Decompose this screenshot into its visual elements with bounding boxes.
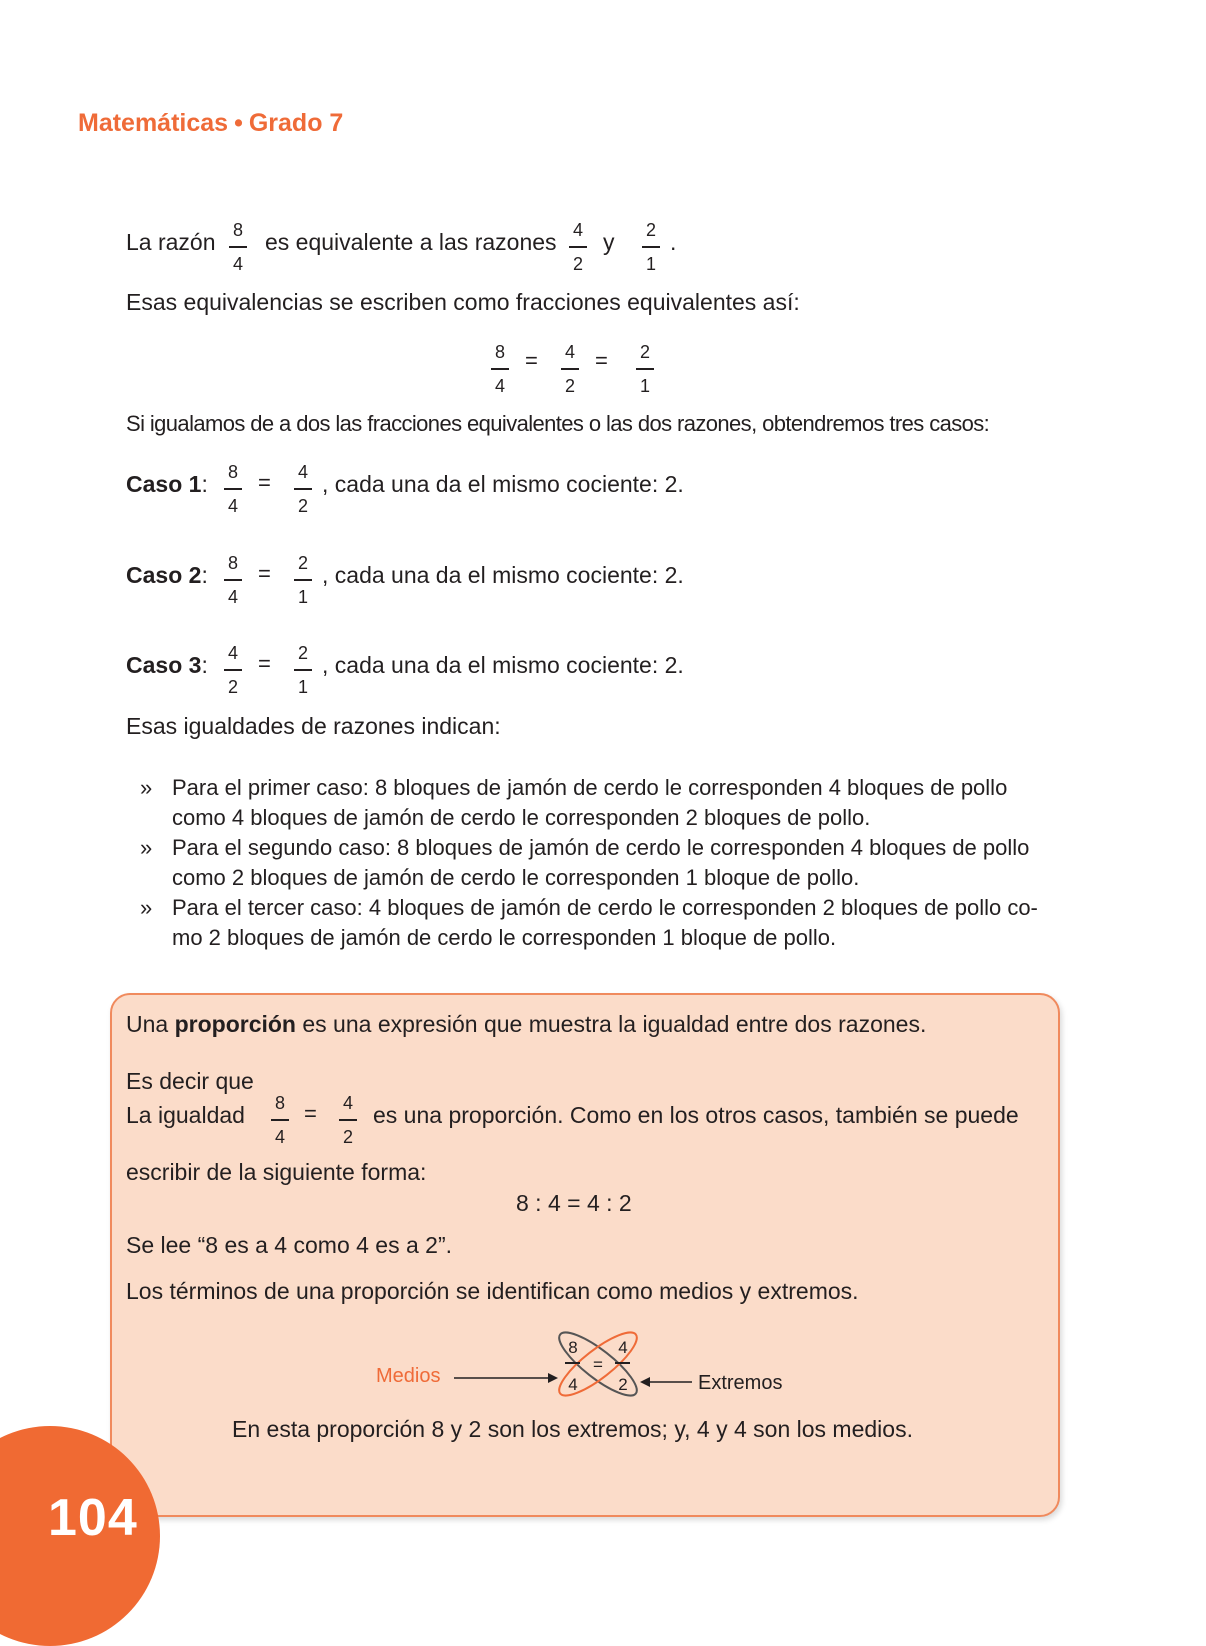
page-header: [78, 109, 343, 138]
intro-period: .: [670, 229, 677, 255]
case-1-text: , cada una da el mismo cociente: 2.: [322, 471, 684, 497]
conclusion-text: En esta proporción 8 y 2 son los extremos; y, 4 y 4 son los medios.: [232, 1416, 913, 1442]
equals-sign: =: [595, 348, 608, 373]
colon-form: 8 : 4 = 4 : 2: [516, 1190, 632, 1216]
igualdad-text: La igualdad: [126, 1102, 245, 1128]
diagram-equals: =: [593, 1355, 603, 1374]
diagram-top-right: 4: [618, 1338, 628, 1357]
eq-fraction-3: 2 1: [628, 342, 662, 396]
header-separator: •: [234, 109, 243, 137]
case-2-fraction-a: 8 4: [216, 553, 250, 607]
eq-fraction-1: 8 4: [483, 342, 517, 396]
intro-text-y: y: [603, 229, 615, 255]
intro-line-3: Si igualamos de a dos las fracciones equivalentes o las dos razones, obtendremos tres casos:: [126, 411, 990, 436]
case-3-fraction-b: 2 1: [286, 643, 320, 697]
header-grade: Grado 7: [248, 109, 344, 137]
box-fraction-a: 8 4: [263, 1093, 297, 1147]
case-3-label: Caso 3:: [126, 652, 208, 678]
case-3-text: , cada una da el mismo cociente: 2.: [322, 652, 684, 678]
list-item: » Para el segundo caso: 8 bloques de jamón de cerdo le corresponden 4 bloques de pollo como 2 bloques de jamón de cerdo le corresponden 1 bloque de pollo.: [140, 835, 1030, 890]
igualdad-rest-text: es una proporción. Como en los otros casos, también se puede: [373, 1102, 1019, 1128]
diagram-top-left: 8: [568, 1338, 578, 1357]
diagram-bottom-left: 4: [568, 1375, 578, 1394]
equals-sign: =: [258, 651, 271, 676]
case-1-fraction-b: 4 2: [286, 462, 320, 516]
list-item: » Para el primer caso: 8 bloques de jamón de cerdo le corresponden 4 bloques de pollo como 4 bloques de jamón de cerdo le corresponden 2 bloques de pollo.: [140, 775, 1008, 830]
box-fraction-b: 4 2: [331, 1093, 365, 1147]
indicate-text: Esas igualdades de razones indican:: [126, 713, 501, 739]
case-2-label: Caso 2:: [126, 562, 208, 588]
terminos-text: Los términos de una proporción se identifican como medios y extremos.: [126, 1278, 859, 1304]
medios-label: Medios: [376, 1365, 441, 1387]
equals-sign: =: [304, 1101, 317, 1126]
case-2-text: , cada una da el mismo cociente: 2.: [322, 562, 684, 588]
intro-text-b: es equivalente a las razones: [265, 229, 557, 255]
extremos-label: Extremos: [698, 1372, 783, 1394]
fraction-8-4: 8 4: [221, 220, 255, 274]
header-subject: Matemáticas: [78, 109, 229, 137]
eq-fraction-2: 4 2: [553, 342, 587, 396]
case-3-fraction-a: 4 2: [216, 643, 250, 697]
es-decir-text: Es decir que: [126, 1068, 254, 1094]
extremos-arrowhead: [640, 1377, 650, 1387]
definition-text: Una proporción es una expresión que muestra la igualdad entre dos razones.: [126, 1011, 927, 1037]
list-item: » Para el tercer caso: 4 bloques de jamón de cerdo le corresponden 2 bloques de pollo co-mo 2 bloques de jamón de cerdo le corresponden 1 bloque de pollo.: [140, 895, 1038, 950]
case-1-fraction-a: 8 4: [216, 462, 250, 516]
medios-extremos-diagram: [440, 1322, 720, 1402]
case-2-fraction-b: 2 1: [286, 553, 320, 607]
diagram-bottom-right: 2: [618, 1375, 628, 1394]
escribir-text: escribir de la siguiente forma:: [126, 1159, 427, 1185]
intro-line-2: Esas equivalencias se escriben como fracciones equivalentes así:: [126, 289, 800, 315]
equals-sign: =: [258, 470, 271, 495]
medios-arrowhead: [548, 1373, 558, 1383]
fraction-4-2: 4 2: [561, 220, 595, 274]
bullet-list: [140, 773, 1040, 953]
equals-sign: =: [525, 348, 538, 373]
intro-text-a: La razón: [126, 229, 216, 255]
equals-sign: =: [258, 561, 271, 586]
page-number: 104: [48, 1489, 138, 1547]
fraction-2-1: 2 1: [634, 220, 668, 274]
se-lee-text: Se lee “8 es a 4 como 4 es a 2”.: [126, 1232, 453, 1258]
case-1-label: Caso 1:: [126, 471, 208, 497]
